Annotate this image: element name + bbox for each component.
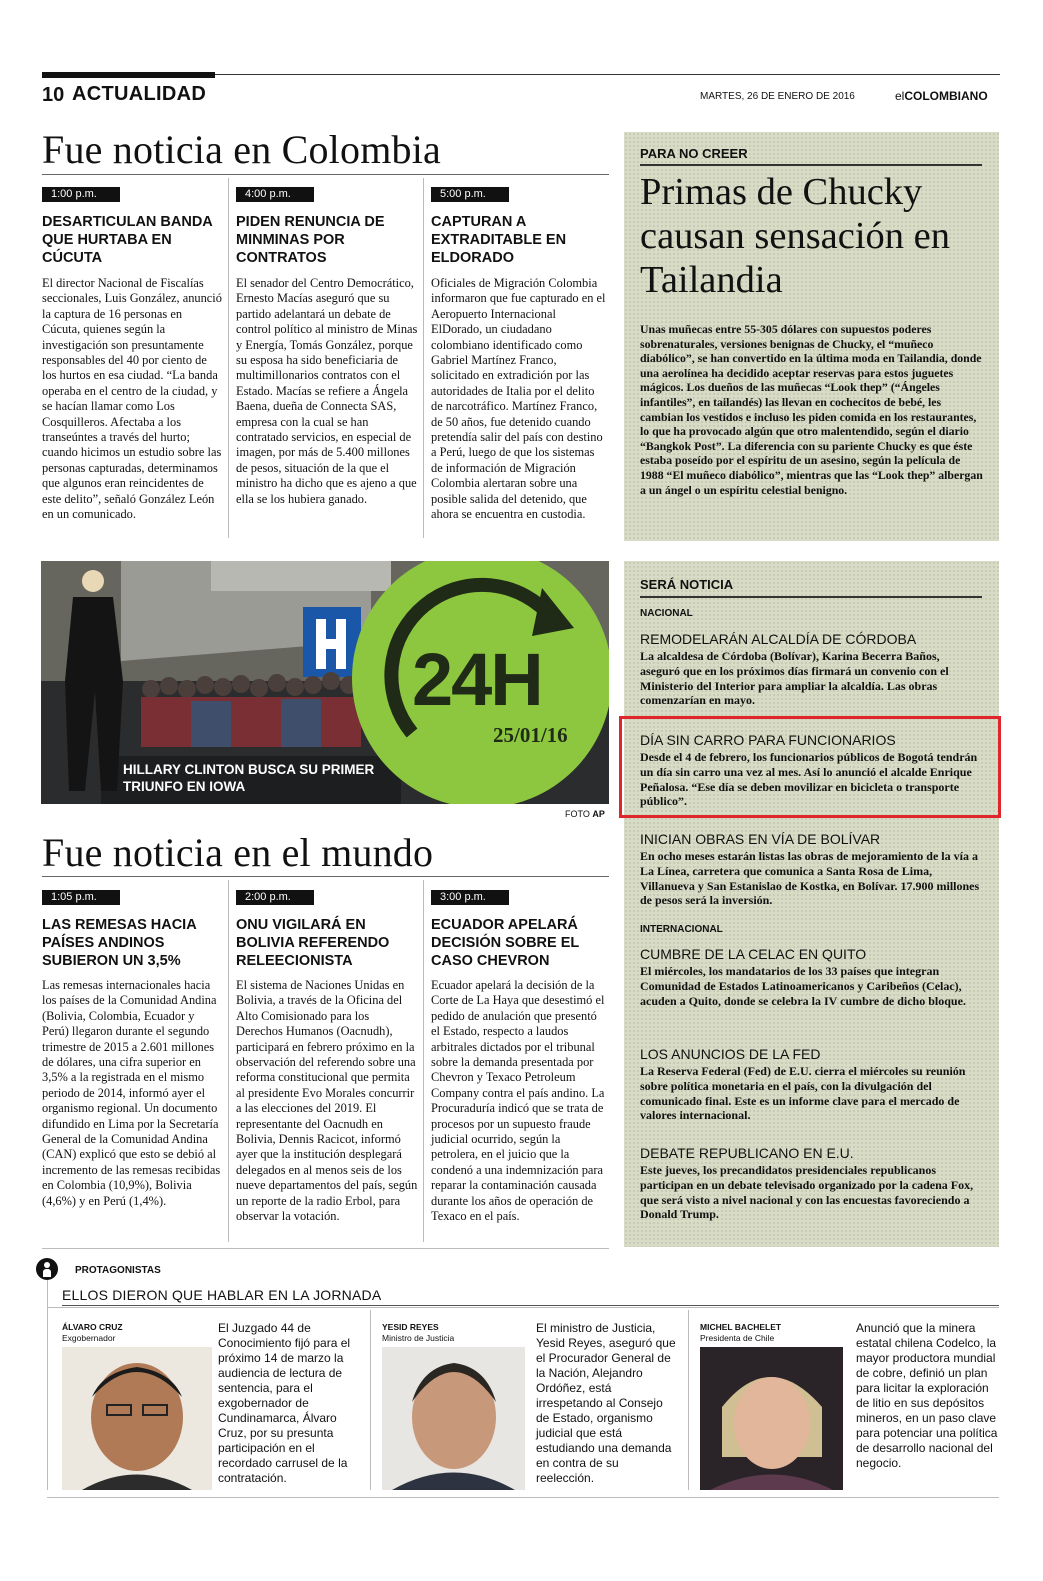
mundo-section-title: Fue noticia en el mundo <box>42 830 434 875</box>
story-headline: CAPTURAN A EXTRADITABLE EN ELDORADO <box>431 214 567 266</box>
story-headline: LAS REMESAS HACIA PAÍSES ANDINOS SUBIERON UN 3,5% <box>42 917 197 969</box>
sera-item-title: INICIAN OBRAS EN VÍA DE BOLÍVAR <box>640 831 881 847</box>
person-icon <box>36 1258 58 1280</box>
protagonistas-kicker: PROTAGONISTAS <box>75 1265 161 1276</box>
banner-caption: HILLARY CLINTON BUSCA SU PRIMER TRIUNFO EN IOWA <box>123 762 375 794</box>
sera-item-title: DEBATE REPUBLICANO EN E.U. <box>640 1145 854 1161</box>
sera-item-title: CUMBRE DE LA CELAC EN QUITO <box>640 946 867 962</box>
story-headline: DESARTICULAN BANDA QUE HURTABA EN CÚCUTA <box>42 214 213 266</box>
brand-prefix: el <box>895 89 905 103</box>
brand-logo <box>895 89 988 103</box>
story-body: Ecuador apelará la decisión de la Corte de La Haya que desestimó el pedido de anulación que presentó el Estado, respecto a laudos arbitrales dictados por el tribunal sobre la demanda presentada por Chevron y Texaco Petroleum Company contra el país andino. La Procuraduría indicó que se trata de procesos por un supuesto fraude judicial ocurrido, según la petrolera, en el juicio que la condenó a una indemnización para reparar la contaminación causada durante los años de operación de Texaco en el país. <box>431 978 605 1224</box>
page-number: 10 <box>42 84 65 106</box>
photo-credit <box>565 809 605 819</box>
dateline: MARTES, 26 DE ENERO DE 2016 <box>700 91 855 102</box>
story-time: 5:00 p.m. <box>431 187 509 202</box>
story-time: 1:05 p.m. <box>42 890 120 905</box>
photo-credit-agency: AP <box>592 809 605 819</box>
colombia-title-rule <box>42 174 609 175</box>
panel-rule <box>640 164 982 166</box>
protagonist-role: Ministro de Justicia <box>382 1333 455 1343</box>
panel-body: Unas muñecas entre 55-305 dólares con supuestos poderes sobrenaturales, versiones benignas de Chucky, el “muñeco diabólico”, se han convertido en la última moda en Tailandia, donde una aerolínea ha decidido aceptar reservas para estos juguetes mágicos. Los dueños de las muñecas “Look thep” (“Ángeles infantiles”, en tailandés) las llevan en cochecitos de bebé, les cambian los vestidos e incluso les piden comida en los restaurantes, lo que ha provocado algún que otro malentendido, según el diario “Bangkok Post”. La diferencia con su pariente Chucky es que éste estaba poseído por el espíritu de un asesino, según la película de 1988 “El muñeco diabólico”, mientras que las “Look thep” albergan a un ángel o un espíritu celestial benigno. <box>640 322 983 497</box>
protagonist-role: Presidenta de Chile <box>700 1333 775 1343</box>
protagonist-name: ÁLVARO CRUZ <box>62 1322 123 1332</box>
page-bottom-rule <box>47 1497 999 1498</box>
story-time: 1:00 p.m. <box>42 187 120 202</box>
colombia-section-title: Fue noticia en Colombia <box>42 127 441 172</box>
column-divider <box>688 1310 689 1490</box>
yesid-reyes-photo <box>382 1347 525 1490</box>
story-headline: PIDEN RENUNCIA DE MINMINAS POR CONTRATOS <box>236 214 385 266</box>
sera-item-title: DÍA SIN CARRO PARA FUNCIONARIOS <box>640 732 896 748</box>
sera-noticia-panel <box>624 561 999 1247</box>
protagonistas-rule <box>62 1305 999 1306</box>
protagonistas-rule-2 <box>47 1307 999 1308</box>
highlight-box <box>619 716 1001 818</box>
24h-logo-date: 25/01/16 <box>493 723 568 747</box>
protagonist-name: MICHEL BACHELET <box>700 1322 782 1332</box>
story-headline: ONU VIGILARÁ EN BOLIVIA REFERENDO RELEECIONISTA <box>236 917 390 969</box>
sera-kicker: SERÁ NOTICIA <box>640 577 734 592</box>
column-divider <box>423 880 424 1242</box>
protagonist-role: Exgobernador <box>62 1333 116 1343</box>
story-time: 3:00 p.m. <box>431 890 509 905</box>
protagonistas-left-rule <box>47 1280 48 1490</box>
header-rule <box>215 74 1000 75</box>
photo-credit-prefix: FOTO <box>565 809 593 819</box>
column-divider <box>228 178 229 538</box>
protagonist-name: YESID REYES <box>382 1322 439 1332</box>
column-divider <box>370 1310 371 1490</box>
24h-logo-text: 24H <box>412 638 542 721</box>
alvaro-cruz-photo <box>62 1347 212 1490</box>
panel-title: Primas de Chucky causan sensación en Tailandia <box>640 171 951 301</box>
sera-rule <box>640 596 982 598</box>
protagonist-text: El ministro de Justicia, Yesid Reyes, aseguró que el Procurador General de la Nación, Alejandro Ordóñez, está irrespetando al Consejo de Estado, organismo judicial que está estudiando una demanda en contra de su reelección. <box>536 1321 676 1485</box>
para-no-creer-panel <box>624 132 999 541</box>
sera-item-title: LOS ANUNCIOS DE LA FED <box>640 1046 821 1062</box>
sera-item-body: La Reserva Federal (Fed) de E.U. cierra el miércoles su reunión sobre política monetaria en el país, con la divulgación del comunicado final. Este es un informe clave para el mercado de valores internacional. <box>640 1064 966 1123</box>
panel-kicker: PARA NO CREER <box>640 146 748 161</box>
sera-item-body: Desde el 4 de febrero, los funcionarios públicos de Bogotá tendrán un día sin carro una vez al mes. Así lo anunció el alcalde Enrique Peñalosa. “Ese día se deben movilizar en bicicleta o transporte público”. <box>640 750 978 809</box>
header-rule-thick <box>42 72 215 78</box>
protagonist-text: Anunció que la minera estatal chilena Codelco, la mayor productora mundial de cobre, definió un plan para licitar la exploración de litio en sus depósitos mineros, en un paso clave para potenciar una política de desarrollo nacional del negocio. <box>856 1321 998 1470</box>
michel-bachelet-photo <box>700 1347 843 1490</box>
story-body: El sistema de Naciones Unidas en Bolivia, a través de la Oficina del Alto Comisionado para los Derechos Humanos (Oacnudh), participará en febrero próximo en la observación del referendo sobre una reforma constitucional que permita al presidente Evo Morales concurrir a las elecciones del 2019. El representante del Oacnudh en Bolivia, Dennis Racicot, informó ayer que la institución desplegará delegados en al menos seis de los nueve departamentos del país, según un reporte de la radio Erbol, para observar la votación. <box>236 978 418 1224</box>
brand-name: COLOMBIANO <box>904 89 988 103</box>
internacional-label: INTERNACIONAL <box>640 924 723 935</box>
story-body: El director Nacional de Fiscalías seccionales, Luis González, anunció la captura de 16 personas en Cúcuta, quienes según la investigación son presuntamente responsables del 40 por ciento de los hurtos en esa ciudad. “La banda operaba en el centro de la ciudad, y se hacían llamar como Los Cosquilleros. Afectaba a los transeúntes a través del hurto; cuando hicimos un estudio sobre las personas capturadas, determinamos que algunos eran reincidentes de este delito”, señaló González León en un comunicado. <box>42 276 222 522</box>
story-body: Las remesas internacionales hacia los países de la Comunidad Andina (Bolivia, Colombia, Ecuador y Perú) llegaron durante el segundo trimestre de 2015 a 2.601 millones de dólares, una cifra superior en 3,5% a la registrada en el mismo periodo de 2014, informó ayer el organismo regional. Un documento difundido en Lima por la Secretaría General de la Comunidad Andina (CAN) explicó que esto se debió al incremento de las remesas recibidas en Colombia (10,9%), Bolivia (4,6%) y en Perú (1,4%). <box>42 978 221 1208</box>
mundo-bottom-rule <box>42 1248 609 1249</box>
story-body: Oficiales de Migración Colombia informaron que fue capturado en el Aeropuerto Internacional ElDorado, un ciudadano colombiano identificado como Gabriel Martínez Franco, solicitado en extradición por las autoridades de Italia por el delito de narcotráfico. Martínez Franco, de 50 años, fue detenido cuando pretendía salir del país con destino a Perú, luego de que los sistemas de información de Migración Colombia alertaran sobre una posible salida del detenido, que ahora se encuentra en custodia. <box>431 276 606 522</box>
story-body: El senador del Centro Democrático, Ernesto Macías aseguró que su partido adelantará un debate de control político al ministro de Minas y Energía, Tomás González, porque su esposa ha sido beneficiaria de multimillonarios contratos con el Estado. Macías se refiere a Ángela Baena, dueña de Connecta SAS, empresa con la cual se han contratado servicios, en especial de imagen, por más de 5.400 millones de pesos, situación de la que el ministro ha dicho que es ajeno a que ella se los hubiera ganado. <box>236 276 418 506</box>
section-name: ACTUALIDAD <box>72 83 207 105</box>
hillary-photo-banner <box>41 561 609 804</box>
story-time: 2:00 p.m. <box>236 890 314 905</box>
sera-item-body: La alcaldesa de Córdoba (Bolívar), Karina Becerra Baños, aseguró que en los próximos días firmará un convenio con el Ministerio del Interior para ampliar la alcaldía. Las obras comenzarían en mayo. <box>640 649 949 708</box>
protagonistas-subtitle: ELLOS DIERON QUE HABLAR EN LA JORNADA <box>62 1287 382 1303</box>
sera-item-body: En ocho meses estarán listas las obras de mejoramiento de la vía a La Línea, carretera que comunica a Santa Rosa de Lima, Villanueva y San Estanislao de Kostka, en Bolívar. 17.900 millones de pesos será la inversión. <box>640 849 980 908</box>
sera-item-title: REMODELARÁN ALCALDÍA DE CÓRDOBA <box>640 631 917 647</box>
column-divider <box>423 178 424 538</box>
column-divider <box>228 880 229 1242</box>
mundo-title-rule <box>42 876 609 877</box>
story-headline: ECUADOR APELARÁ DECISIÓN SOBRE EL CASO CHEVRON <box>431 917 579 969</box>
protagonist-text: El Juzgado 44 de Conocimiento fijó para el próximo 14 de marzo la audiencia de lectura de sentencia, para el exgobernador de Cundinamarca, Álvaro Cruz, por su presunta participación en el recordado carrusel de la contratación. <box>218 1321 351 1485</box>
nacional-label: NACIONAL <box>640 608 693 619</box>
story-time: 4:00 p.m. <box>236 187 314 202</box>
sera-item-body: El miércoles, los mandatarios de los 33 países que integran Comunidad de Estados Latinoamericanos y Caribeños (Celac), acuden a Quito, donde se celebra la IV cumbre de dicho bloque. <box>640 964 966 1008</box>
sera-item-body: Este jueves, los precandidatos presidenciales republicanos participan en un debate televisado organizado por la cadena Fox, que será visto a nivel nacional y con las encuestas favoreciendo a Donald Trump. <box>640 1163 974 1222</box>
